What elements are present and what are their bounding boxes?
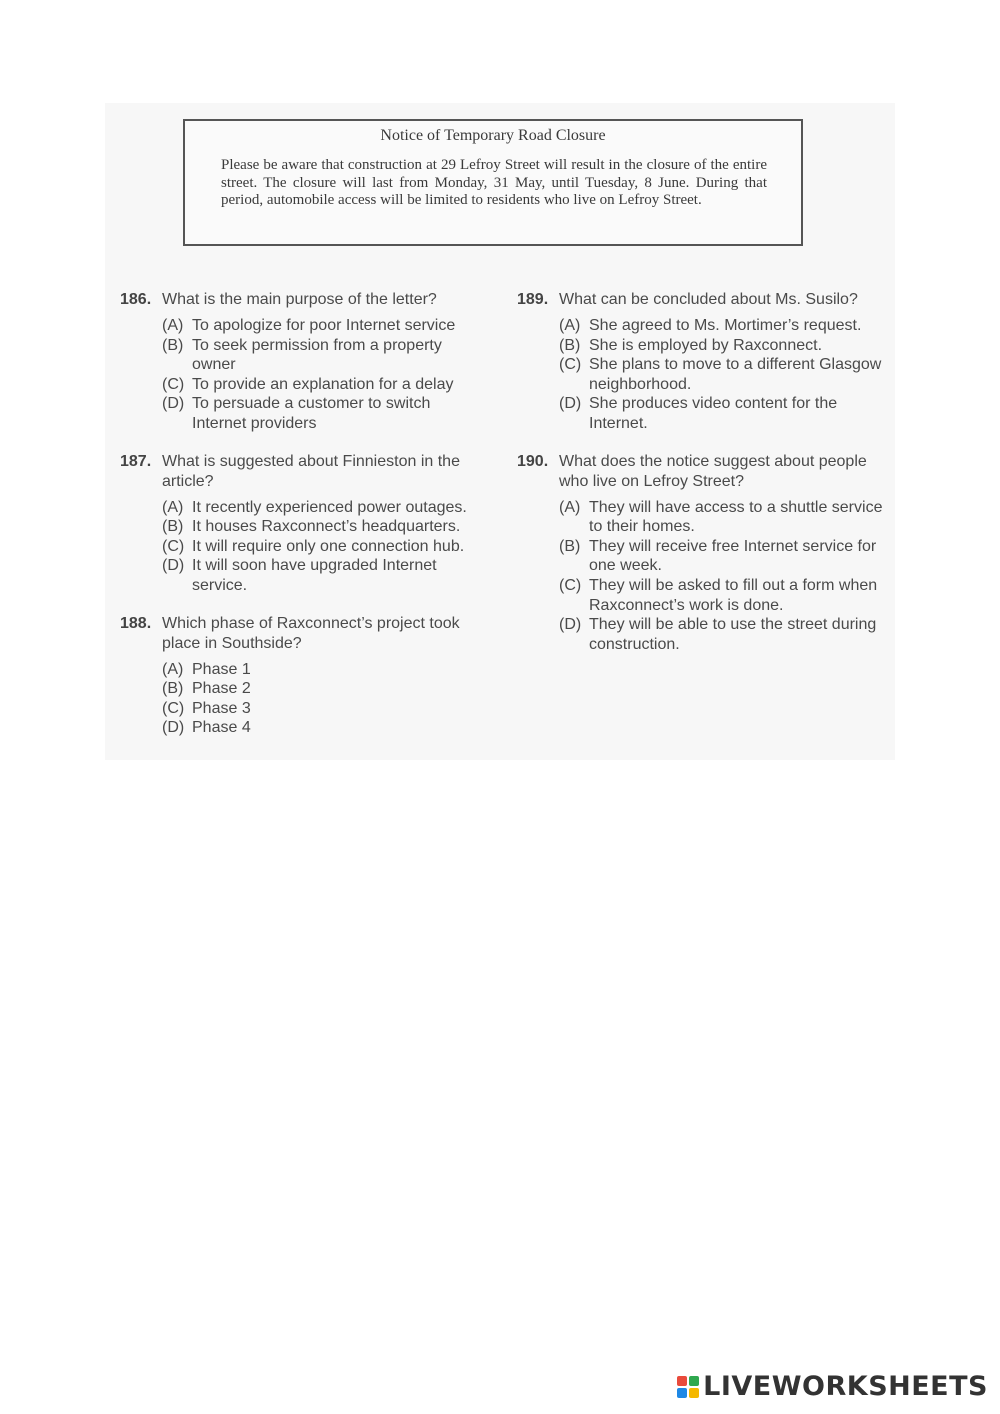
option-letter: (D)	[559, 395, 582, 413]
option-text: Phase 1	[192, 660, 251, 678]
option-letter: (D)	[559, 616, 582, 634]
option-letter: (B)	[162, 680, 184, 698]
option-letter: (C)	[162, 537, 185, 555]
answer-options	[559, 498, 892, 655]
option-letter: (C)	[559, 356, 582, 374]
answer-options	[162, 660, 495, 738]
option-letter: (C)	[162, 375, 185, 393]
option-letter: (B)	[559, 537, 581, 555]
option-text: She agreed to Ms. Mortimer’s request.	[589, 317, 862, 334]
logo-square	[677, 1388, 687, 1398]
logo-square	[677, 1376, 687, 1386]
answer-option[interactable]	[559, 336, 892, 356]
answer-option[interactable]	[162, 660, 495, 680]
logo-square	[689, 1376, 699, 1386]
option-text: To persuade a customer to switch Internet providers	[192, 395, 431, 432]
option-text: To provide an explanation for a delay	[192, 375, 454, 393]
option-text: It houses Raxconnect’s headquarters.	[192, 518, 461, 536]
option-letter: (B)	[162, 518, 184, 536]
option-letter: (A)	[162, 498, 184, 516]
option-text: Phase 2	[192, 680, 251, 698]
answer-option[interactable]	[559, 537, 892, 576]
question-190	[517, 452, 892, 655]
option-letter: (A)	[162, 660, 184, 678]
option-letter: (A)	[162, 317, 184, 334]
answer-option[interactable]	[162, 556, 495, 595]
questions-left-column	[120, 290, 495, 756]
option-letter: (B)	[162, 336, 184, 354]
option-text: They will receive free Internet service for one week.	[589, 537, 877, 575]
question-text: What is suggested about Finnieston in the article?	[162, 452, 460, 490]
option-letter: (A)	[559, 498, 581, 516]
question-text: What can be concluded about Ms. Susilo?	[559, 291, 858, 308]
answer-option[interactable]	[559, 615, 892, 654]
question-number: 188.	[120, 614, 152, 632]
option-text: It will soon have upgraded Internet service.	[192, 557, 437, 594]
option-text: She plans to move to a different Glasgow neighborhood.	[589, 356, 882, 393]
answer-option[interactable]	[162, 699, 495, 719]
question-text: What is the main purpose of the letter?	[162, 291, 437, 308]
option-text: Phase 3	[192, 699, 251, 717]
road-closure-notice	[183, 119, 803, 246]
option-letter: (C)	[559, 576, 582, 594]
answer-option[interactable]	[559, 355, 892, 394]
liveworksheets-logo[interactable]	[677, 1371, 988, 1402]
option-text: It will require only one connection hub.	[192, 537, 465, 555]
answer-option[interactable]	[559, 316, 892, 336]
answer-option[interactable]	[162, 394, 495, 433]
notice-body: Please be aware that construction at 29 Lefroy Street will result in the closure of the entire street. The closure will last from Monday, 31 May, until Tuesday, 8 June. During that period, automobile access will be limited to residents who live on Lefroy Street.	[221, 157, 767, 208]
answer-option[interactable]	[162, 498, 495, 518]
question-188	[120, 614, 495, 738]
option-text: She is employed by Raxconnect.	[589, 336, 823, 354]
question-number: 187.	[120, 452, 152, 470]
logo-grid-icon	[677, 1376, 699, 1398]
answer-options	[162, 498, 495, 596]
option-text: To seek permission from a property owner	[192, 336, 442, 374]
option-letter: (A)	[559, 317, 581, 334]
logo-square	[689, 1388, 699, 1398]
option-letter: (C)	[162, 699, 185, 717]
question-number: 189.	[517, 291, 549, 308]
option-text: They will have access to a shuttle service to their homes.	[589, 498, 883, 536]
option-text: Phase 4	[192, 719, 251, 737]
answer-options	[162, 316, 495, 434]
option-text: It recently experienced power outages.	[192, 498, 467, 516]
question-text: What does the notice suggest about people who live on Lefroy Street?	[559, 452, 867, 490]
option-letter: (D)	[162, 719, 185, 737]
option-letter: (D)	[162, 557, 185, 575]
question-text: Which phase of Raxconnect’s project took place in Southside?	[162, 614, 460, 652]
question-number: 186.	[120, 291, 152, 308]
answer-option[interactable]	[162, 679, 495, 699]
questions-right-column	[517, 290, 892, 672]
option-letter: (B)	[559, 336, 581, 354]
answer-option[interactable]	[559, 498, 892, 537]
question-186	[120, 290, 495, 434]
answer-option[interactable]	[559, 394, 892, 433]
option-text: They will be asked to fill out a form when Raxconnect’s work is done.	[589, 576, 878, 614]
answer-option[interactable]	[162, 375, 495, 395]
question-number: 190.	[517, 452, 549, 470]
question-187	[120, 452, 495, 596]
answer-option[interactable]	[162, 517, 495, 537]
answer-options	[559, 316, 892, 434]
question-189	[517, 290, 892, 434]
answer-option[interactable]	[162, 316, 495, 336]
answer-option[interactable]	[162, 336, 495, 375]
answer-option[interactable]	[162, 718, 495, 738]
answer-option[interactable]	[559, 576, 892, 615]
notice-title: Notice of Temporary Road Closure	[380, 127, 606, 144]
logo-text: LIVEWORKSHEETS	[703, 1371, 988, 1402]
option-text: She produces video content for the Internet.	[589, 395, 838, 432]
option-text: To apologize for poor Internet service	[192, 317, 456, 334]
answer-option[interactable]	[162, 537, 495, 557]
option-letter: (D)	[162, 395, 185, 413]
option-text: They will be able to use the street during construction.	[589, 616, 877, 653]
